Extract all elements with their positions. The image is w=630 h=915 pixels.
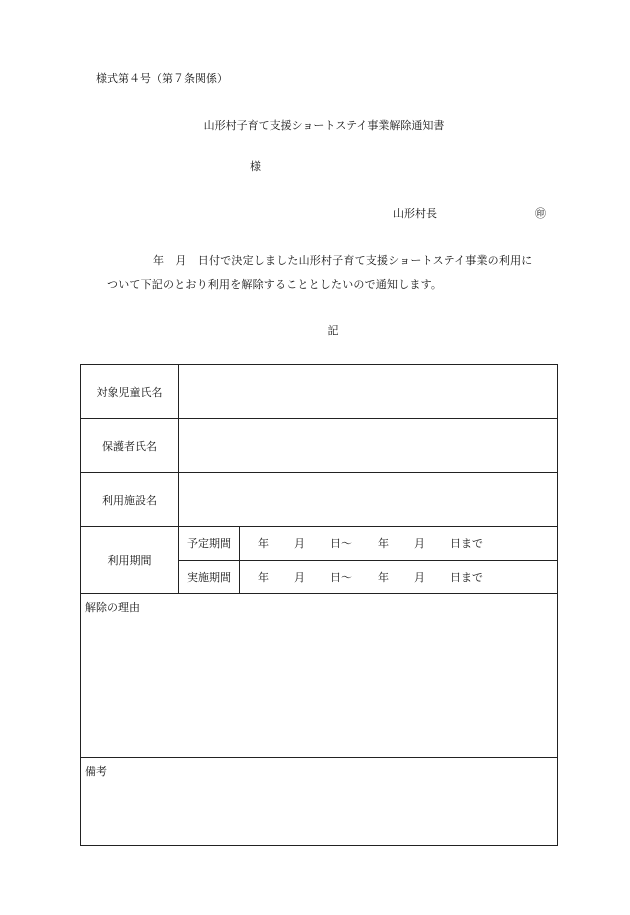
notice-form-table (80, 364, 558, 846)
actual-period-dates[interactable] (240, 561, 557, 594)
scheduled-from-day: 日～ (330, 537, 352, 551)
actual-period-label: 実施期間 (179, 561, 240, 594)
scheduled-to-month: 月 (414, 537, 425, 551)
document-title: 山形村子育て支援ショートステイ事業解除通知書 (203, 119, 445, 132)
guardian-name-row (81, 419, 557, 473)
guardian-name-label: 保護者氏名 (81, 419, 179, 472)
actual-from-day: 日～ (330, 570, 352, 584)
guardian-name-field[interactable] (179, 419, 557, 472)
ki-heading: 記 (327, 324, 339, 337)
actual-period-row (179, 561, 557, 594)
usage-period-label: 利用期間 (81, 527, 179, 593)
child-name-label: 対象児童氏名 (81, 365, 179, 418)
usage-period-row (81, 527, 557, 594)
issuer-name: 山形村長 (393, 207, 437, 220)
usage-period-subrows (179, 527, 557, 593)
reason-label: 解除の理由 (85, 601, 140, 614)
scheduled-to-day: 日まで (450, 537, 483, 551)
scheduled-from-year: 年 (258, 537, 269, 551)
facility-row (81, 473, 557, 527)
actual-from-month: 月 (294, 570, 305, 584)
facility-field[interactable] (179, 473, 557, 526)
actual-to-month: 月 (414, 570, 425, 584)
facility-label: 利用施設名 (81, 473, 179, 526)
seal-mark: ㊞ (535, 207, 546, 220)
body-text-line-2: ついて下記のとおり利用を解除することとしたいので通知します。 (107, 278, 443, 291)
child-name-field[interactable] (179, 365, 557, 418)
scheduled-period-dates[interactable] (240, 527, 557, 560)
actual-to-year: 年 (378, 570, 389, 584)
addressee-suffix: 様 (250, 160, 261, 173)
actual-to-day: 日まで (450, 570, 483, 584)
scheduled-period-label: 予定期間 (179, 527, 240, 560)
scheduled-to-year: 年 (378, 537, 389, 551)
form-number: 様式第４号（第７条関係） (96, 72, 228, 85)
body-text-line-1: 年 月 日付で決定しました山形村子育て支援ショートステイ事業の利用に (153, 254, 533, 267)
scheduled-period-row (179, 527, 557, 561)
child-name-row (81, 365, 557, 419)
scheduled-from-month: 月 (294, 537, 305, 551)
remarks-box[interactable] (81, 758, 557, 845)
actual-from-year: 年 (258, 570, 269, 584)
reason-box[interactable] (81, 594, 557, 758)
remarks-label: 備考 (85, 765, 107, 778)
